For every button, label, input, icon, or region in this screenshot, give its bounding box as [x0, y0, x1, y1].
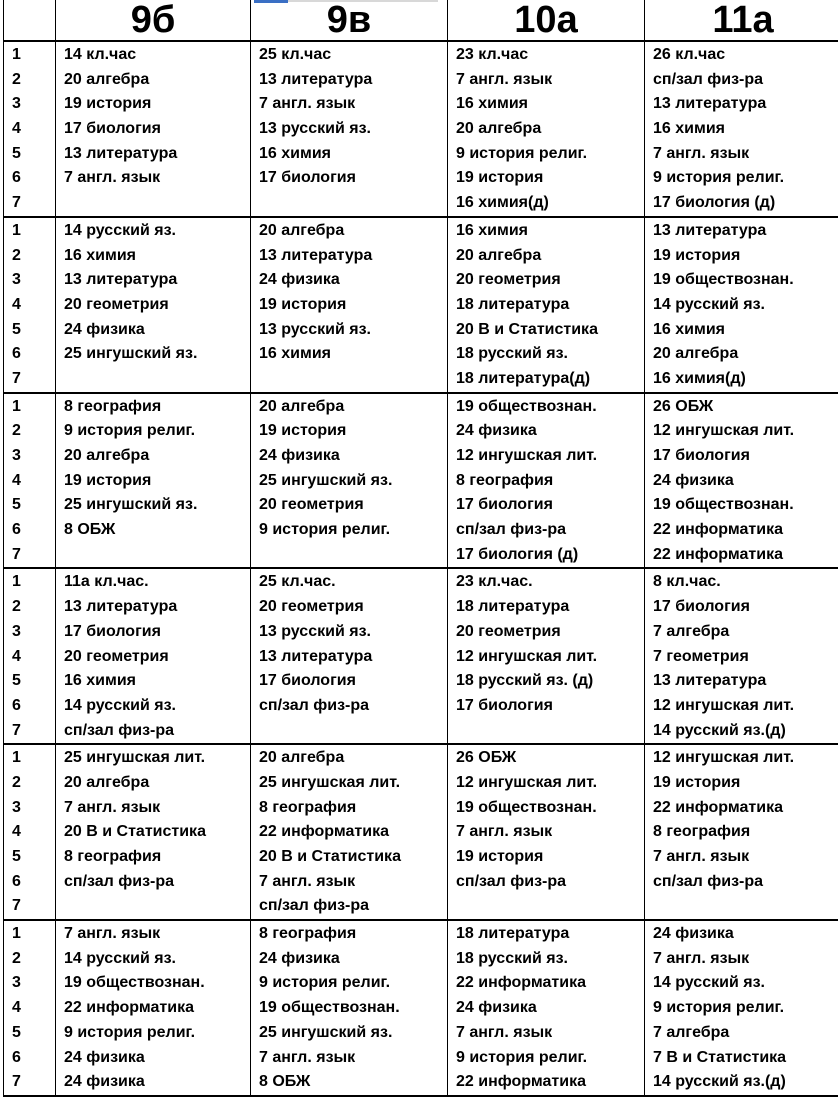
lesson-entry: 7 англ. язык	[448, 68, 644, 93]
lesson-number: 5	[4, 1021, 55, 1046]
lesson-entry: 9 история религ.	[251, 518, 447, 543]
lessons-9b	[56, 41, 251, 217]
lesson-entry: 19 обществознан.	[645, 268, 838, 293]
lesson-entry: 8 география	[251, 922, 447, 947]
lesson-number: 4	[4, 117, 55, 142]
lesson-entry	[645, 894, 838, 919]
lesson-entry: 16 химия(д)	[645, 367, 838, 392]
lesson-numbers	[4, 568, 56, 744]
lesson-entry: 7 англ. язык	[645, 845, 838, 870]
lesson-entry	[56, 367, 250, 392]
lesson-number: 6	[4, 870, 55, 895]
lesson-number: 1	[4, 395, 55, 420]
day-block	[4, 217, 838, 393]
lesson-entry	[251, 543, 447, 568]
lesson-entry: 13 литература	[251, 68, 447, 93]
lessons-9v	[251, 920, 448, 1096]
lesson-entry: 9 история религ.	[448, 142, 644, 167]
lesson-entry: 16 химия	[251, 142, 447, 167]
lesson-entry: сп/зал физ-ра	[251, 694, 447, 719]
lesson-number: 7	[4, 719, 55, 744]
header-corner	[4, 0, 56, 41]
lesson-entry: 22 информатика	[448, 1070, 644, 1095]
lesson-entry: 8 география	[56, 845, 250, 870]
lesson-entry: 24 физика	[251, 268, 447, 293]
lesson-number: 2	[4, 68, 55, 93]
lesson-entry: 20 В и Статистика	[251, 845, 447, 870]
lesson-entry: 8 кл.час.	[645, 570, 838, 595]
lesson-entry: 17 биология	[645, 444, 838, 469]
lesson-number: 2	[4, 771, 55, 796]
lesson-entry: 20 геометрия	[251, 595, 447, 620]
lesson-entry: 22 информатика	[251, 820, 447, 845]
lesson-entry: 13 русский яз.	[251, 620, 447, 645]
lesson-entry: 16 химия(д)	[448, 191, 644, 216]
lesson-number: 5	[4, 318, 55, 343]
lesson-entry: 23 кл.час.	[448, 570, 644, 595]
lesson-entry: 14 русский яз.	[645, 293, 838, 318]
lesson-entry: 19 история	[448, 845, 644, 870]
lesson-entry: 20 алгебра	[251, 395, 447, 420]
lesson-number: 2	[4, 595, 55, 620]
lesson-number: 6	[4, 1046, 55, 1071]
lesson-entry: 23 кл.час	[448, 43, 644, 68]
schedule-table	[3, 0, 838, 1097]
lessons-9b	[56, 920, 251, 1096]
lesson-entry: 24 физика	[448, 419, 644, 444]
lesson-entry: 14 кл.час	[56, 43, 250, 68]
lesson-entry: 19 история	[448, 166, 644, 191]
lesson-number: 6	[4, 694, 55, 719]
lesson-entry: 7 англ. язык	[56, 166, 250, 191]
lesson-entry: 17 биология	[56, 117, 250, 142]
lesson-entry: 13 литература	[56, 268, 250, 293]
lesson-entry: 7 алгебра	[645, 1021, 838, 1046]
lesson-entry: 13 литература	[645, 219, 838, 244]
lesson-entry	[448, 719, 644, 744]
lesson-number: 4	[4, 469, 55, 494]
day-block	[4, 41, 838, 217]
lesson-entry: 18 русский яз.	[448, 342, 644, 367]
lesson-number: 7	[4, 191, 55, 216]
lesson-entry: 17 биология	[645, 595, 838, 620]
class-header-11a: 11а	[645, 0, 838, 41]
lesson-entry: 14 русский яз.	[56, 219, 250, 244]
lesson-entry: сп/зал физ-ра	[56, 719, 250, 744]
lesson-entry: 7 англ. язык	[448, 820, 644, 845]
lesson-entry: 19 история	[645, 771, 838, 796]
lesson-entry	[251, 367, 447, 392]
class-header-10a: 10а	[448, 0, 645, 41]
lesson-entry: 16 химия	[645, 318, 838, 343]
lesson-entry: 20 геометрия	[56, 645, 250, 670]
header-row	[4, 0, 838, 41]
lesson-entry: 12 ингушская лит.	[645, 746, 838, 771]
lessons-9b	[56, 393, 251, 569]
lessons-9v	[251, 568, 448, 744]
lessons-9v	[251, 217, 448, 393]
lessons-11a	[645, 41, 838, 217]
lesson-entry: 24 физика	[448, 996, 644, 1021]
lesson-entry: сп/зал физ-ра	[645, 68, 838, 93]
lessons-9v	[251, 41, 448, 217]
lesson-entry: 20 алгебра	[251, 219, 447, 244]
lesson-entry: 17 биология (д)	[448, 543, 644, 568]
class-header-9v: 9в	[251, 0, 448, 41]
lesson-entry: 26 кл.час	[645, 43, 838, 68]
lesson-entry: 19 история	[56, 92, 250, 117]
lesson-entry: 22 информатика	[645, 543, 838, 568]
lesson-entry: 19 история	[56, 469, 250, 494]
lesson-entry: 9 история религ.	[645, 166, 838, 191]
lesson-entry: 20 алгебра	[251, 746, 447, 771]
lessons-9b	[56, 568, 251, 744]
class-header-9b: 9б	[56, 0, 251, 41]
lesson-entry: 9 история религ.	[645, 996, 838, 1021]
lesson-entry	[251, 191, 447, 216]
lesson-entry: сп/зал физ-ра	[56, 870, 250, 895]
lesson-number: 1	[4, 43, 55, 68]
lesson-entry: 9 история религ.	[448, 1046, 644, 1071]
lesson-entry: 22 информатика	[645, 796, 838, 821]
lesson-entry: 7 англ. язык	[251, 870, 447, 895]
lesson-entry: 25 ингушский яз.	[251, 1021, 447, 1046]
lesson-entry: 13 литература	[251, 244, 447, 269]
lesson-number: 5	[4, 142, 55, 167]
lesson-numbers	[4, 393, 56, 569]
lessons-11a	[645, 568, 838, 744]
lesson-entry: 20 геометрия	[251, 493, 447, 518]
lesson-entry: 24 физика	[56, 1046, 250, 1071]
lesson-entry: 19 история	[251, 293, 447, 318]
lesson-number: 3	[4, 92, 55, 117]
lesson-entry: 24 физика	[56, 1070, 250, 1095]
lesson-entry: 25 ингушский яз.	[56, 493, 250, 518]
lesson-entry: 14 русский яз.	[56, 694, 250, 719]
lesson-entry: 16 химия	[448, 92, 644, 117]
lesson-entry: 13 русский яз.	[251, 117, 447, 142]
lesson-entry: 24 физика	[645, 922, 838, 947]
lesson-number: 1	[4, 219, 55, 244]
lesson-number: 1	[4, 570, 55, 595]
lesson-numbers	[4, 217, 56, 393]
lesson-entry: сп/зал физ-ра	[251, 894, 447, 919]
lesson-entry: 17 биология	[448, 694, 644, 719]
lesson-number: 4	[4, 293, 55, 318]
lessons-10a	[448, 744, 645, 920]
day-block	[4, 568, 838, 744]
lesson-entry: 17 биология	[56, 620, 250, 645]
lesson-number: 2	[4, 947, 55, 972]
lesson-entry: 17 биология	[448, 493, 644, 518]
lesson-entry: сп/зал физ-ра	[448, 870, 644, 895]
lesson-entry: 14 русский яз.	[645, 971, 838, 996]
lesson-numbers	[4, 41, 56, 217]
lesson-entry: 13 русский яз.	[251, 318, 447, 343]
lesson-entry: 14 русский яз.	[56, 947, 250, 972]
lesson-entry: 24 физика	[251, 444, 447, 469]
lesson-entry: 26 ОБЖ	[448, 746, 644, 771]
lesson-number: 4	[4, 996, 55, 1021]
lesson-entry: 19 история	[645, 244, 838, 269]
lesson-entry	[251, 719, 447, 744]
lesson-entry: 19 обществознан.	[251, 996, 447, 1021]
lesson-entry: сп/зал физ-ра	[448, 518, 644, 543]
lesson-entry: 22 информатика	[448, 971, 644, 996]
lesson-number: 7	[4, 894, 55, 919]
lesson-entry: 25 ингушский яз.	[56, 342, 250, 367]
lesson-entry: 24 физика	[645, 469, 838, 494]
lessons-11a	[645, 393, 838, 569]
lesson-number: 5	[4, 493, 55, 518]
lesson-entry: 7 англ. язык	[645, 947, 838, 972]
lesson-entry: 14 русский яз.(д)	[645, 1070, 838, 1095]
lesson-entry: 26 ОБЖ	[645, 395, 838, 420]
lesson-entry: 25 кл.час.	[251, 570, 447, 595]
lesson-number: 7	[4, 367, 55, 392]
lesson-entry: 16 химия	[56, 669, 250, 694]
lessons-9b	[56, 744, 251, 920]
lessons-10a	[448, 393, 645, 569]
lesson-entry: 16 химия	[251, 342, 447, 367]
lesson-entry: 20 алгебра	[56, 68, 250, 93]
lesson-entry: 18 русский яз. (д)	[448, 669, 644, 694]
lessons-10a	[448, 41, 645, 217]
lessons-10a	[448, 920, 645, 1096]
lesson-entry	[56, 543, 250, 568]
lesson-entry: 18 русский яз.	[448, 947, 644, 972]
lesson-entry: 9 история религ.	[56, 1021, 250, 1046]
lesson-entry: 12 ингушская лит.	[448, 645, 644, 670]
lesson-entry	[56, 191, 250, 216]
lesson-number: 7	[4, 543, 55, 568]
lesson-entry: 8 ОБЖ	[56, 518, 250, 543]
lesson-entry: 12 ингушская лит.	[645, 419, 838, 444]
lesson-number: 4	[4, 645, 55, 670]
lesson-entry: 20 геометрия	[448, 268, 644, 293]
lesson-entry: 13 литература	[56, 142, 250, 167]
lesson-entry: 20 алгебра	[448, 117, 644, 142]
lesson-entry: 20 геометрия	[448, 620, 644, 645]
lesson-entry: 8 география	[251, 796, 447, 821]
lesson-entry: 19 обществознан.	[645, 493, 838, 518]
lesson-number: 3	[4, 971, 55, 996]
lesson-number: 2	[4, 244, 55, 269]
lesson-entry: 18 литература	[448, 922, 644, 947]
lesson-number: 1	[4, 922, 55, 947]
lesson-number: 5	[4, 845, 55, 870]
lesson-entry: 18 литература(д)	[448, 367, 644, 392]
lesson-entry: 25 ингушская лит.	[56, 746, 250, 771]
lesson-entry: 20 алгебра	[645, 342, 838, 367]
lessons-10a	[448, 217, 645, 393]
lesson-number: 3	[4, 268, 55, 293]
lesson-entry: 16 химия	[645, 117, 838, 142]
lesson-entry: 19 обществознан.	[448, 796, 644, 821]
lessons-9b	[56, 217, 251, 393]
lesson-entry: 19 обществознан.	[448, 395, 644, 420]
day-block	[4, 920, 838, 1096]
lesson-entry: 17 биология	[251, 669, 447, 694]
lesson-number: 6	[4, 518, 55, 543]
lesson-entry: 17 биология (д)	[645, 191, 838, 216]
lesson-entry: 13 литература	[645, 669, 838, 694]
lesson-entry: 11а кл.час.	[56, 570, 250, 595]
lesson-entry: 8 ОБЖ	[251, 1070, 447, 1095]
lesson-numbers	[4, 744, 56, 920]
lesson-entry: 17 биология	[251, 166, 447, 191]
lesson-entry: 8 география	[448, 469, 644, 494]
lesson-number: 2	[4, 419, 55, 444]
lesson-number: 3	[4, 620, 55, 645]
lesson-entry: 18 литература	[448, 293, 644, 318]
lessons-11a	[645, 744, 838, 920]
lesson-entry	[448, 894, 644, 919]
lessons-11a	[645, 217, 838, 393]
lesson-entry: 7 алгебра	[645, 620, 838, 645]
lesson-number: 6	[4, 166, 55, 191]
lesson-number: 6	[4, 342, 55, 367]
lesson-number: 4	[4, 820, 55, 845]
lesson-entry: 16 химия	[56, 244, 250, 269]
lesson-number: 7	[4, 1070, 55, 1095]
lesson-entry: 18 литература	[448, 595, 644, 620]
lesson-entry: 20 алгебра	[448, 244, 644, 269]
lesson-entry: 12 ингушская лит.	[448, 444, 644, 469]
lesson-entry: 19 обществознан.	[56, 971, 250, 996]
lesson-number: 5	[4, 669, 55, 694]
lesson-entry: 16 химия	[448, 219, 644, 244]
lesson-numbers	[4, 920, 56, 1096]
lesson-entry: 7 англ. язык	[56, 922, 250, 947]
lesson-entry: 24 физика	[56, 318, 250, 343]
lesson-entry: 22 информатика	[56, 996, 250, 1021]
schedule-sheet	[3, 0, 837, 1097]
lesson-entry: 20 алгебра	[56, 444, 250, 469]
lesson-entry: 7 англ. язык	[251, 1046, 447, 1071]
lesson-entry: 19 история	[251, 419, 447, 444]
lesson-entry: 22 информатика	[645, 518, 838, 543]
lesson-entry: 12 ингушская лит.	[645, 694, 838, 719]
lesson-entry: 7 англ. язык	[56, 796, 250, 821]
lesson-entry: 24 физика	[251, 947, 447, 972]
lesson-entry: 7 англ. язык	[448, 1021, 644, 1046]
lesson-entry: сп/зал физ-ра	[645, 870, 838, 895]
day-block	[4, 744, 838, 920]
lesson-entry: 25 ингушская лит.	[251, 771, 447, 796]
lesson-entry: 8 география	[56, 395, 250, 420]
lesson-entry: 20 В и Статистика	[56, 820, 250, 845]
lessons-10a	[448, 568, 645, 744]
day-block	[4, 393, 838, 569]
lesson-entry: 9 история религ.	[251, 971, 447, 996]
lesson-entry: 7 В и Статистика	[645, 1046, 838, 1071]
lesson-number: 3	[4, 796, 55, 821]
lessons-9v	[251, 744, 448, 920]
lesson-number: 1	[4, 746, 55, 771]
lesson-entry: 12 ингушская лит.	[448, 771, 644, 796]
lesson-entry: 13 литература	[56, 595, 250, 620]
lesson-entry: 7 англ. язык	[645, 142, 838, 167]
lesson-number: 3	[4, 444, 55, 469]
lesson-entry: 20 геометрия	[56, 293, 250, 318]
lesson-entry: 9 история религ.	[56, 419, 250, 444]
lesson-entry	[56, 894, 250, 919]
lesson-entry: 20 В и Статистика	[448, 318, 644, 343]
lesson-entry: 25 ингушский яз.	[251, 469, 447, 494]
lesson-entry: 13 литература	[645, 92, 838, 117]
lessons-9v	[251, 393, 448, 569]
lesson-entry: 25 кл.час	[251, 43, 447, 68]
lesson-entry: 20 алгебра	[56, 771, 250, 796]
lesson-entry: 13 литература	[251, 645, 447, 670]
lesson-entry: 7 англ. язык	[251, 92, 447, 117]
lesson-entry: 14 русский яз.(д)	[645, 719, 838, 744]
lesson-entry: 8 география	[645, 820, 838, 845]
lesson-entry: 7 геометрия	[645, 645, 838, 670]
lessons-11a	[645, 920, 838, 1096]
